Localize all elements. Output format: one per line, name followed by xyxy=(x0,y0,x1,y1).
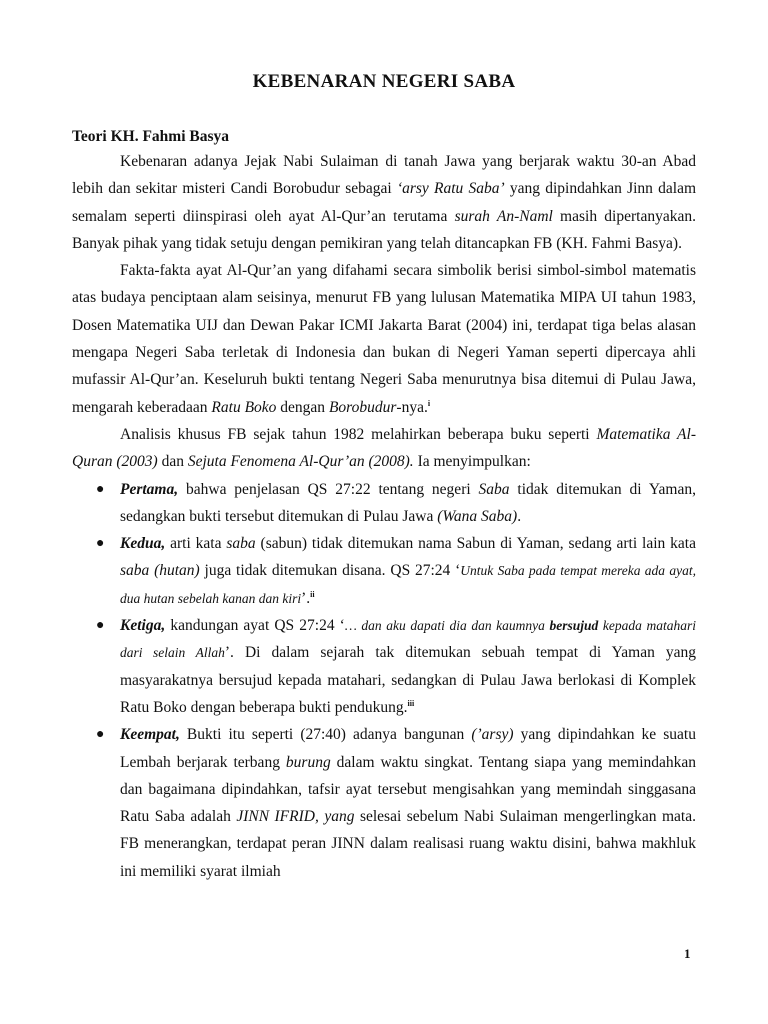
quran-quote: … dan aku dapati dia dan kaumnya xyxy=(344,618,550,634)
paragraph-text: Analisis khusus FB sejak tahun 1982 melahirkan beberapa buku seperti xyxy=(120,425,597,443)
italic-term: (Wana Saba) xyxy=(437,507,518,525)
paragraph-text: Kebenaran adanya Jejak Nabi Sulaiman di tanah Jawa yang berjarak waktu 30-an Abad lebih dan sekitar misteri Candi Borobudur sebagai xyxy=(72,153,696,198)
list-item-text: (sabun) tidak ditemukan nama Sabun di Yaman, sedang arti lain kata xyxy=(255,535,696,553)
list-item-text: ’. Di dalam sejarah tak ditemukan sebuah tempat di Yaman yang masyarakatnya bersujud kepada matahari, sedangkan di Pulau Jawa berlokasi di Komplek Ratu Boko dengan beberapa bukti pendukung. xyxy=(120,644,697,716)
italic-term: JINN IFRID, yang xyxy=(236,808,355,826)
paragraph-text: Fakta-fakta ayat Al-Qur’an yang difahami secara simbolik berisi simbol-simbol matematis atas budaya penciptaan alam seisinya, menurut FB yang lulusan Matematika MIPA UI tahun 1983, Dosen Matematika UIJ dan Dewan Pakar ICMI Jakarta Barat (2004) ini, terdapat tiga belas alasan mengapa Negeri Saba terletak di Indonesia dan bukan di Negeri Yaman seperti dipercaya ahli mufassir Al-Qur’an. Keseluruh bukti tentang Negeri Saba menurutnya bisa ditemui di Pulau Jawa, mengarah keberadaan xyxy=(72,262,696,416)
paragraph-text: dan xyxy=(157,453,188,471)
document-page xyxy=(72,60,696,1000)
paragraph-1 xyxy=(72,148,696,257)
paragraph-text: -nya. xyxy=(396,398,428,416)
list-item-text: arti kata xyxy=(165,535,227,553)
bullet-icon: ● xyxy=(96,481,105,497)
list-item-lead: Pertama, xyxy=(120,480,179,498)
list-item-text: bahwa penjelasan QS 27:22 tentang negeri xyxy=(178,480,479,498)
section-heading: Teori KH. Fahmi Basya xyxy=(72,128,230,145)
bullet-icon: ● xyxy=(96,536,105,552)
footnote-marker[interactable]: iii xyxy=(407,698,415,708)
quran-quote-emphasis: bersujud xyxy=(549,618,599,634)
italic-term: surah An-Naml xyxy=(454,207,553,225)
italic-term: Saba xyxy=(478,480,510,498)
list-item-lead: Keempat, xyxy=(120,726,180,744)
list-item-lead: Ketiga, xyxy=(120,617,166,635)
paragraph-text: dengan xyxy=(276,398,329,416)
list-item-text: juga tidak ditemukan disana. QS 27:24 ‘ xyxy=(199,562,461,580)
list-item-text: ’. xyxy=(301,589,311,607)
conclusion-list xyxy=(72,476,696,885)
italic-term: burung xyxy=(285,753,331,771)
document-title: KEBENARAN NEGERI SABA xyxy=(252,71,516,92)
list-item-text: yang dipindahkan ke suatu Lembah berjarak terbang xyxy=(120,726,696,771)
list-item-ketiga xyxy=(72,612,696,721)
list-item-text: selesai sebelum Nabi Sulaiman mengerlingkan mata. FB menerangkan, terdapat peran JINN dalam realisasi ruang waktu disini, bahwa makhluk ini memiliki syarat ilmiah xyxy=(120,808,696,880)
list-item-text: . xyxy=(517,507,522,525)
paragraph-3 xyxy=(72,421,696,476)
footnote-marker[interactable]: i xyxy=(427,398,431,408)
list-item-text: kandungan ayat QS 27:24 ‘ xyxy=(165,617,345,635)
page-number: 1 xyxy=(684,946,691,961)
list-item-pertama xyxy=(72,476,696,531)
list-item-keempat xyxy=(72,721,696,885)
paragraph-text: masih dipertanyakan. Banyak pihak yang tidak setuju dengan pemikiran yang telah ditancapkan FB (KH. Fahmi Basya). xyxy=(72,207,696,252)
italic-term: saba xyxy=(226,535,256,553)
italic-term: saba (hutan) xyxy=(120,562,200,580)
italic-term: Ratu Boko xyxy=(211,398,277,416)
italic-term: Borobudur xyxy=(328,398,397,416)
list-item-text: Bukti itu seperti (27:40) adanya bangunan xyxy=(179,726,472,744)
quran-quote: kepada matahari dari selain Allah xyxy=(120,618,696,661)
paragraph-text: Ia menyimpulkan: xyxy=(413,453,531,471)
list-item-text: dalam waktu singkat. Tentang siapa yang memindahkan dan bagaimana dipindahkan, tafsir ayat tersebut mengisahkan yang memindah singgasana Ratu Saba adalah xyxy=(120,753,697,826)
bullet-icon: ● xyxy=(96,727,105,743)
italic-term: ‘arsy Ratu Saba’ xyxy=(396,180,505,198)
list-item-text: tidak ditemukan di Yaman, sedangkan bukti tersebut ditemukan di Pulau Jawa xyxy=(120,480,696,525)
list-item-kedua xyxy=(72,530,696,612)
book-title: Sejuta Fenomena Al-Qur’an (2008). xyxy=(187,453,414,471)
bullet-icon: ● xyxy=(96,618,105,634)
book-title: Matematika Al-Quran (2003) xyxy=(72,425,696,471)
list-item-lead: Kedua, xyxy=(120,535,166,553)
italic-term: (’arsy) xyxy=(471,726,514,744)
footnote-marker[interactable]: ii xyxy=(310,589,315,599)
paragraph-text: yang dipindahkan Jinn dalam semalam seperti diinspirasi oleh ayat Al-Qur’an terutama xyxy=(72,180,697,225)
quran-quote: Untuk Saba pada tempat mereka ada ayat, dua hutan sebelah kanan dan kiri xyxy=(120,563,696,606)
paragraph-2 xyxy=(72,257,696,421)
